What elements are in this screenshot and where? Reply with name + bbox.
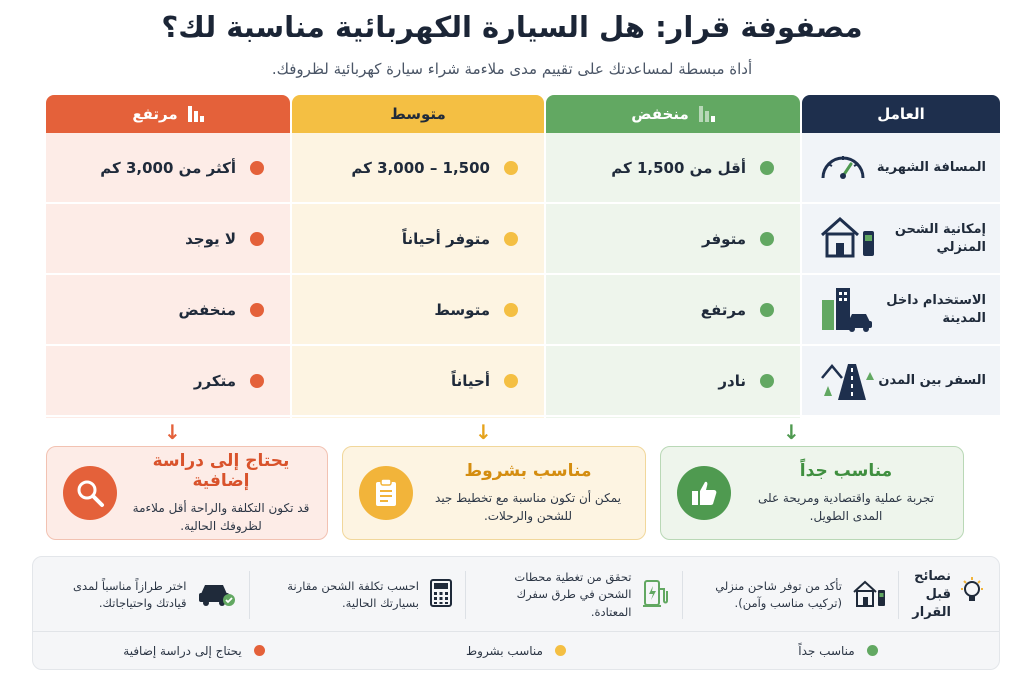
cell-value: 1,500 – 3,000 كم [351, 158, 490, 177]
high-header [46, 95, 290, 133]
green-dot [760, 232, 774, 246]
factor-label: إمكانية الشحن المنزلي [894, 221, 986, 255]
yellow-dot [504, 232, 518, 246]
page-title: مصفوفة قرار: هل السيارة الكهربائية مناسبة لك؟ [161, 10, 863, 44]
signal-low-icon [699, 106, 715, 122]
charging-station-icon [642, 577, 670, 613]
matrix-cell [46, 133, 290, 204]
red-dot [250, 161, 264, 175]
cell-value: أحياناً [451, 371, 490, 390]
green-dot [760, 374, 774, 388]
speedometer-icon [818, 146, 868, 190]
high-header-label: مرتفع [132, 105, 178, 123]
medium-header [292, 95, 544, 133]
magnifier-icon [63, 466, 117, 520]
cell-value: منخفض [178, 300, 236, 319]
medium-header-label: متوسط [390, 105, 446, 123]
arrow-down-icon: ↓ [475, 420, 492, 444]
cell-value: متكرر [193, 371, 236, 390]
high-column [46, 95, 290, 418]
factor-column [802, 95, 1000, 418]
low-header-label: منخفض [631, 105, 689, 123]
low-column [546, 95, 800, 418]
cell-value: متوسط [434, 300, 490, 319]
cell-value: متوفر أحياناً [401, 229, 490, 248]
city-car-icon [818, 284, 874, 336]
yellow-dot [504, 303, 518, 317]
tip-item [466, 571, 683, 619]
red-dot [254, 645, 265, 656]
cell-value: نادر [718, 371, 746, 390]
matrix-cell [292, 346, 544, 417]
cell-value: متوفر [702, 229, 746, 248]
matrix-cell [46, 204, 290, 275]
red-dot [250, 232, 264, 246]
outcome-title: يحتاج إلى دراسة إضافية [152, 451, 290, 491]
tips-heading [899, 568, 999, 623]
calculator-icon [429, 578, 453, 612]
car-check-icon [197, 578, 237, 612]
matrix-cell [546, 133, 800, 204]
page-subtitle: أداة مبسطة لمساعدتك على تقييم مدى ملاءمة شراء سيارة كهربائية لظروفك. [271, 60, 753, 78]
tip-text: تأكد من توفر شاحن منزلي (تركيب مناسب وآمن). [715, 578, 842, 610]
legend-label: مناسب جداً [798, 643, 855, 658]
green-dot [760, 303, 774, 317]
factor-row [802, 133, 1000, 204]
matrix-cell [292, 133, 544, 204]
legend-item [33, 644, 355, 658]
outcome-title: مناسب بشروط [464, 461, 592, 481]
red-dot [250, 374, 264, 388]
home-charger-icon [852, 578, 886, 612]
tip-item [33, 571, 250, 619]
tip-text: احسب تكلفة الشحن مقارنة بسيارتك الحالية. [287, 578, 419, 610]
matrix-cell [46, 275, 290, 346]
factor-label: الاستخدام داخل المدينة [886, 292, 986, 326]
tip-item [683, 571, 900, 619]
lightbulb-icon [959, 577, 985, 613]
medium-column [292, 95, 544, 418]
tips-heading-label: نصائح قبل القرار [912, 568, 951, 621]
green-dot [760, 161, 774, 175]
legend-item [355, 644, 677, 658]
low-header [546, 95, 800, 133]
factor-label: المسافة الشهرية [876, 159, 986, 175]
matrix-cell [292, 204, 544, 275]
tip-text: اختر طرازاً مناسباً لمدى قيادتك واحتياجاتك. [73, 578, 187, 610]
outcome-card-study [46, 446, 328, 540]
legend [33, 631, 999, 669]
arrow-down-icon: ↓ [783, 420, 800, 444]
cell-value: لا يوجد [185, 229, 236, 248]
factor-row [802, 275, 1000, 346]
outcome-card-good [660, 446, 964, 540]
matrix-cell [292, 275, 544, 346]
factor-label: السفر بين المدن [878, 372, 986, 388]
legend-item [677, 644, 999, 658]
signal-high-icon [188, 106, 204, 122]
cell-value: مرتفع [700, 300, 746, 319]
road-icon [818, 356, 874, 406]
yellow-dot [555, 645, 566, 656]
legend-label: يحتاج إلى دراسة إضافية [123, 643, 242, 658]
outcome-desc: قد تكون التكلفة والراحة أقل ملاءمة لظروفك الحالية. [132, 501, 310, 533]
tips-panel [32, 556, 1000, 670]
matrix-cell [546, 346, 800, 417]
arrow-down-icon: ↓ [164, 420, 181, 444]
matrix-cell [546, 204, 800, 275]
green-dot [867, 645, 878, 656]
factor-row [802, 204, 1000, 275]
outcome-desc: يمكن أن تكون مناسبة مع تخطيط جيد للشحن والرحلات. [435, 491, 621, 523]
cell-value: أقل من 1,500 كم [611, 158, 746, 177]
matrix-cell [546, 275, 800, 346]
factor-row [802, 346, 1000, 417]
outcome-card-conditional [342, 446, 646, 540]
matrix-cell [46, 346, 290, 417]
outcome-desc: تجربة عملية واقتصادية ومريحة على المدى الطويل. [757, 491, 935, 523]
tip-item [250, 571, 467, 619]
home-charger-icon [818, 215, 878, 263]
legend-label: مناسب بشروط [466, 643, 543, 658]
cell-value: أكثر من 3,000 كم [100, 158, 236, 177]
yellow-dot [504, 374, 518, 388]
tip-text: تحقق من تغطية محطات الشحن في طرق سفرك المعتادة. [514, 570, 632, 619]
outcome-title: مناسب جداً [799, 461, 893, 481]
red-dot [250, 303, 264, 317]
thumbs-up-icon [677, 466, 731, 520]
factor-header: العامل [802, 95, 1000, 133]
yellow-dot [504, 161, 518, 175]
clipboard-icon [359, 466, 413, 520]
